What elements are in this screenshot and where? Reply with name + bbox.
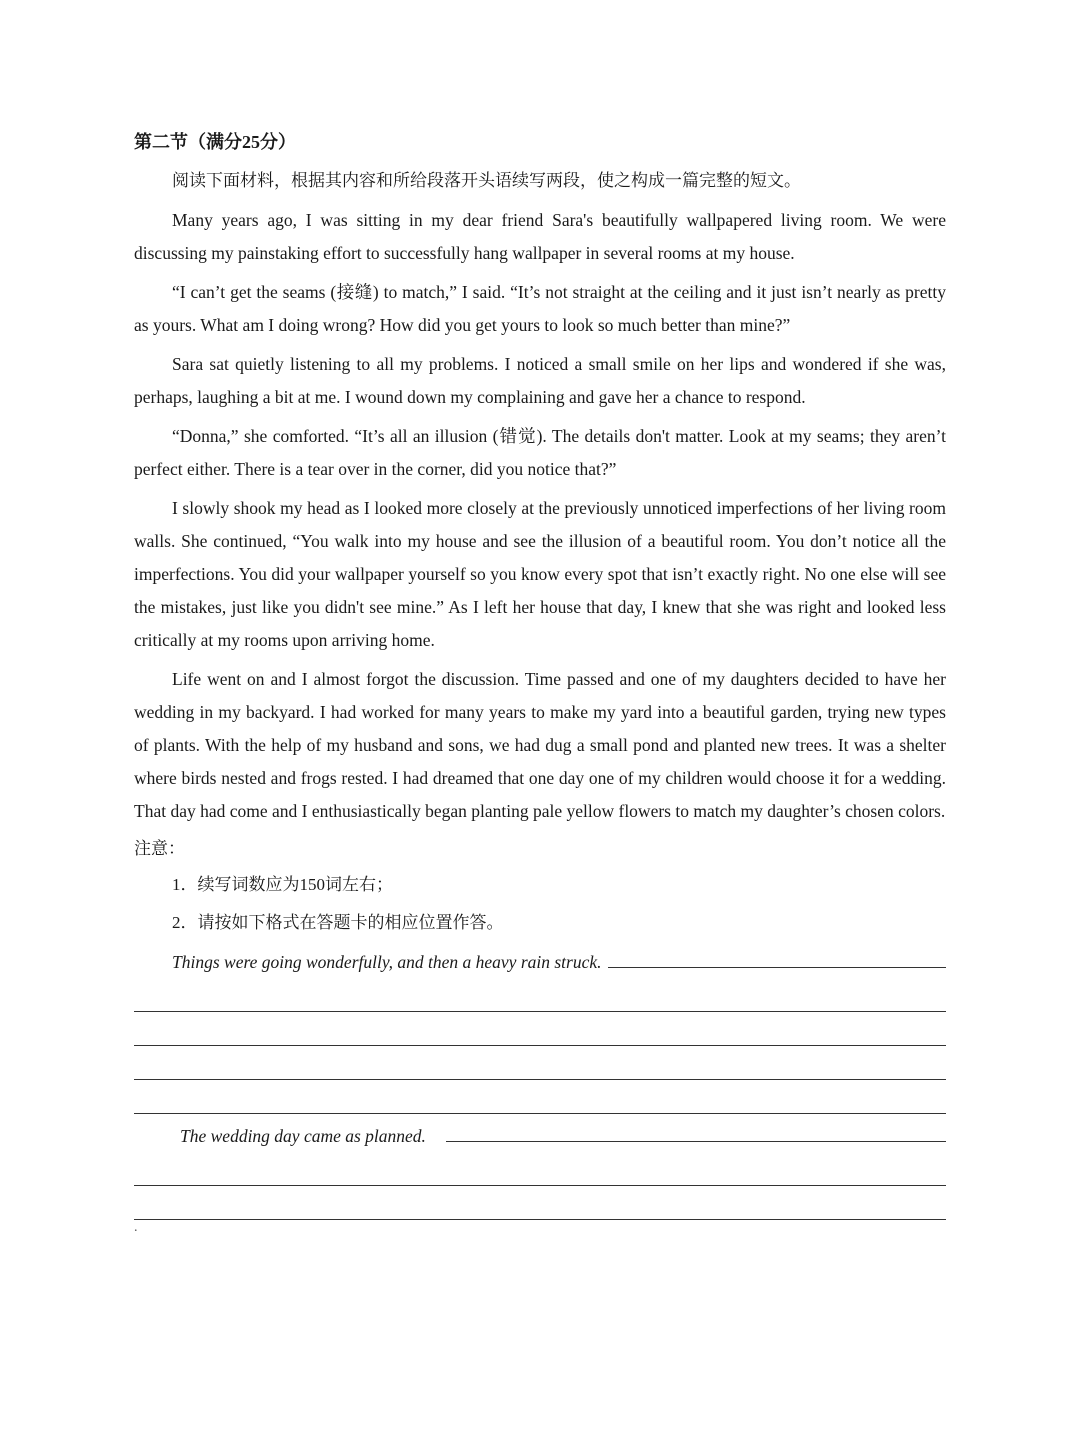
- story-paragraph-1: Many years ago, I was sitting in my dear friend Sara's beautifully wallpapered living room. We were discussing my painstaking effort to successfully hang wallpaper in several rooms at my house.: [134, 210, 946, 263]
- exam-page: [134, 126, 946, 1236]
- answer-line[interactable]: [134, 978, 946, 1012]
- answer-line[interactable]: [134, 1080, 946, 1114]
- answer-line[interactable]: [134, 1186, 946, 1220]
- trailing-mark: .: [134, 1220, 138, 1235]
- prompt-2-text: The wedding day came as planned.: [180, 1126, 426, 1146]
- continuation-prompt-1: [134, 946, 946, 978]
- note-item-word-count: 1．续写词数应为150词左右；: [172, 875, 393, 894]
- answer-line[interactable]: [608, 949, 946, 968]
- continuation-prompt-2: [134, 1120, 946, 1152]
- note-item-format: 2．请按如下格式在答题卡的相应位置作答。: [172, 913, 504, 932]
- answer-line[interactable]: [134, 1012, 946, 1046]
- answer-line[interactable]: [134, 1152, 946, 1186]
- notes-label: 注意：: [134, 839, 185, 858]
- answer-line[interactable]: [446, 1123, 946, 1142]
- story-paragraph-2: “I can’t get the seams (接缝) to match,” I said. “It’s not straight at the ceiling and it just isn’t nearly as pretty as yours. What am I doing wrong? How did you get yours to look so much better than mine?”: [134, 282, 946, 335]
- story-paragraph-6: Life went on and I almost forgot the discussion. Time passed and one of my daughters decided to have her wedding in my backyard. I had worked for many years to make my yard into a beautiful garden, trying new types of plants. With the help of my husband and sons, we had dug a small pond and planted new trees. It was a shelter where birds nested and frogs rested. I had dreamed that one day one of my children would choose it for a wedding. That day had come and I enthusiastically began planting pale yellow flowers to match my daughter’s chosen colors.: [134, 669, 946, 821]
- story-paragraph-3: Sara sat quietly listening to all my problems. I noticed a small smile on her lips and wondered if she was, perhaps, laughing a bit at me. I wound down my complaining and gave her a chance to respond.: [134, 354, 946, 407]
- answer-line[interactable]: [134, 1046, 946, 1080]
- prompt-1-text: Things were going wonderfully, and then a heavy rain struck.: [172, 952, 602, 972]
- story-paragraph-5: I slowly shook my head as I looked more closely at the previously unnoticed imperfections of her living room walls. She continued, “You walk into my house and see the illusion of a beautiful room. You don’t notice all the imperfections. You did your wallpaper yourself so you know every spot that isn’t exactly right. No one else will see the mistakes, just like you didn't see mine.” As I left her house that day, I knew that she was right and looked less critically at my rooms upon arriving home.: [134, 498, 946, 650]
- section-heading: 第二节（满分25分）: [134, 132, 296, 152]
- task-instruction: 阅读下面材料，根据其内容和所给段落开头语续写两段，使之构成一篇完整的短文。: [172, 171, 801, 190]
- story-paragraph-4: “Donna,” she comforted. “It’s all an illusion (错觉). The details don't matter. Look at my seams; they aren’t perfect either. There is a tear over in the corner, did you notice that?”: [134, 426, 946, 479]
